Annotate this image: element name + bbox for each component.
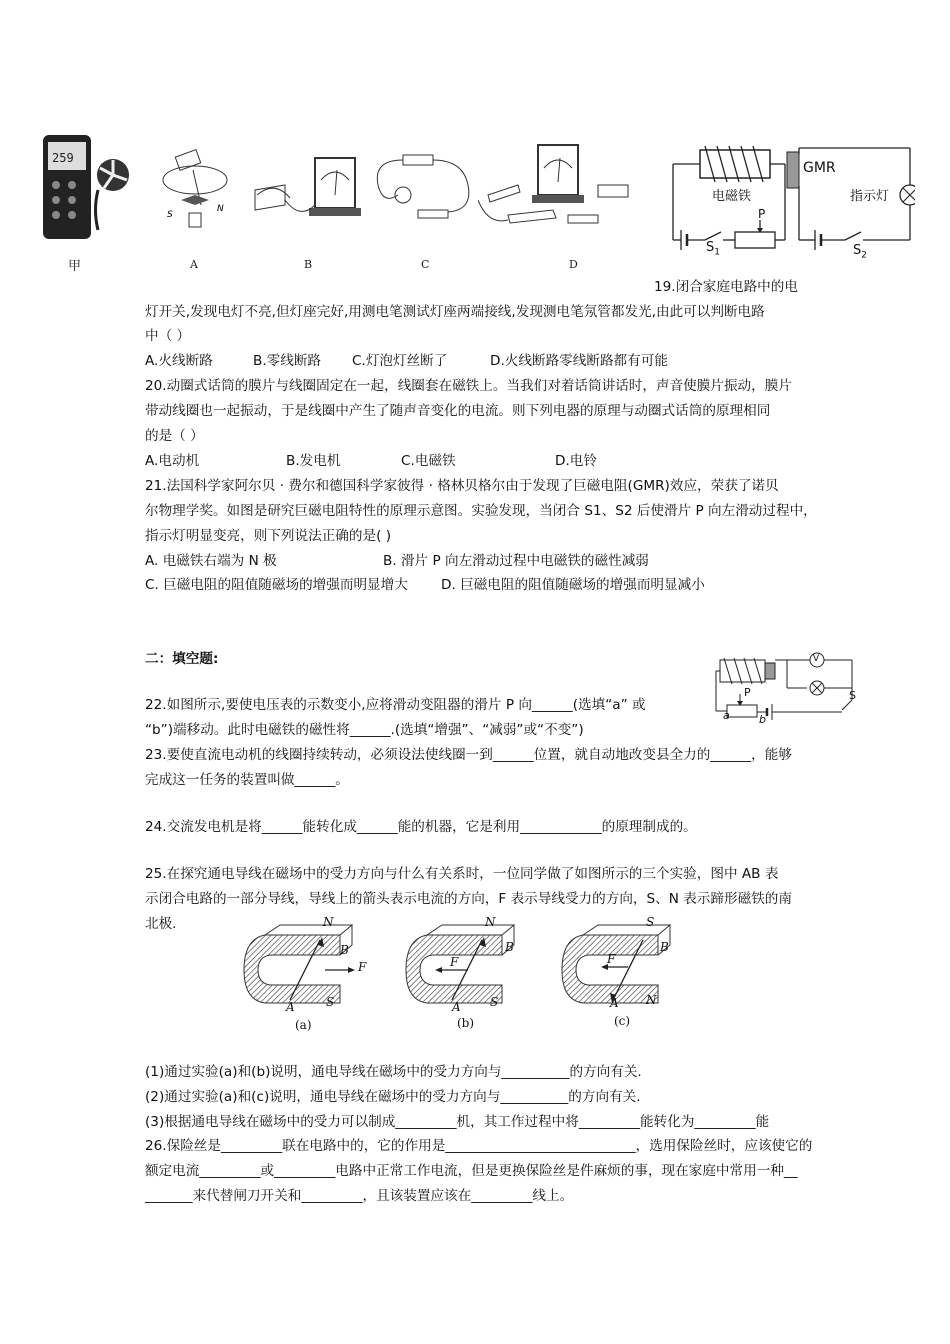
galvanometer-figure-b — [245, 150, 365, 230]
q25b-a-label: A — [452, 1000, 461, 1014]
q20-line-1: 20.动圈式话筒的膜片与线圈固定在一起，线圈套在磁铁上。当我们对着话筒讲话时，声音使膜片振动，膜片 — [145, 378, 792, 394]
q25a-f-label: F — [358, 960, 367, 974]
q20-option-d: D.电铃 — [555, 453, 597, 469]
q22-fig-b: b — [759, 713, 766, 726]
q22-circuit-figure — [712, 650, 862, 725]
q21-option-c: C. 巨磁电阻的阻值随磁场的增强而明显增大 — [145, 577, 408, 593]
svg-text:S: S — [167, 210, 173, 220]
q25-sub-2: (2)通过实验(a)和(c)说明，通电导线在磁场中的受力方向与__________的方向有关. — [145, 1089, 641, 1105]
gmr-electromagnet-label: 电磁铁 — [712, 189, 752, 204]
svg-text:259: 259 — [52, 151, 74, 165]
q20-option-c: C.电磁铁 — [401, 453, 456, 469]
q25a-a-label: A — [286, 1000, 295, 1014]
q19-option-b: B.零线断路 — [253, 353, 322, 369]
q19-option-c: C.灯泡灯丝断了 — [352, 353, 448, 369]
q25-magnet-figure-b — [402, 915, 532, 1020]
q20-line-3: 的是（ ） — [145, 428, 204, 444]
q19-option-d: D.火线断路零线断路都有可能 — [490, 353, 668, 369]
q20-option-b: B.发电机 — [286, 453, 341, 469]
q22-fig-p: P — [744, 686, 751, 699]
gmr-label: GMR — [803, 160, 836, 176]
q25b-b-label: B — [505, 940, 514, 954]
galvanometer-figure-d — [478, 140, 638, 235]
q25c-f-label: F — [607, 952, 616, 966]
q25a-caption: (a) — [295, 1018, 312, 1032]
q25-magnet-figure-a — [240, 915, 370, 1020]
q25b-caption: (b) — [457, 1016, 475, 1030]
q22-fig-s: S — [849, 689, 856, 702]
q23-line-2: 完成这一任务的装置叫做______。 — [145, 772, 349, 788]
q25b-bottom-pole: S — [490, 995, 499, 1009]
q26-line-1: 26.保险丝是_________联在电路中的，它的作用是____________________________，选用保险丝时，应该使它的 — [145, 1138, 813, 1154]
figure-label-d: D — [569, 258, 578, 271]
q26-line-2: 额定电流_________或_________电路中正常工作电流，但是更换保险丝是件麻烦的事，现在家庭中常用一种__ — [145, 1163, 798, 1179]
figure-label-jia: 甲 — [68, 259, 82, 274]
q25-line-3: 北极. — [145, 916, 177, 932]
q26-line-3: _______来代替闸刀开关和_________，且该装置应该在_________线上。 — [145, 1188, 574, 1204]
q25c-caption: (c) — [614, 1014, 631, 1028]
q25a-bottom-pole: S — [326, 995, 335, 1009]
q20-line-2: 带动线圈也一起振动，于是线圈中产生了随声音变化的电流。则下列电器的原理与动圈式话筒的原理相同 — [145, 403, 771, 419]
q25c-top-pole: S — [646, 915, 655, 929]
q25-sub-3: (3)根据通电导线在磁场中的受力可以制成_________机，其工作过程中将_________能转化为_________能 — [145, 1114, 770, 1130]
section-2-heading: 二：填空题: — [145, 651, 219, 667]
q23-line-1: 23.要使直流电动机的线圈持续转动，必须设法使线圈一到______位置，就自动地改变县全力的______，能够 — [145, 747, 792, 763]
gmr-s1-label: $S_1$ — [706, 240, 720, 258]
figure-label-b: B — [304, 258, 313, 271]
q25c-b-label: B — [660, 940, 669, 954]
q22-fig-a: a — [723, 709, 730, 722]
q25-line-1: 25.在探究通电导线在磁场中的受力方向与什么有关系时，一位同学做了如图所示的三个实验，图中 AB 表 — [145, 866, 779, 882]
gmr-s2-label: $S_2$ — [853, 243, 867, 261]
q21-line-2: 尔物理学奖。如图是研究巨磁电阻特性的原理示意图。实验发现，当闭合 S1、S2 后使滑片 P 向左滑动过程中， — [145, 503, 817, 519]
q25b-top-pole: N — [485, 915, 496, 929]
gmr-indicator-label: 指示灯 — [850, 189, 890, 204]
gmr-p-label: P — [758, 207, 766, 221]
q19-line-3: 中（ ） — [145, 328, 191, 344]
q25c-a-label: A — [610, 996, 619, 1010]
svg-text:N: N — [217, 204, 224, 214]
q25-sub-1: (1)通过实验(a)和(b)说明，通电导线在磁场中的受力方向与__________的方向有关. — [145, 1064, 642, 1080]
figure-label-c: C — [421, 258, 430, 271]
q25c-bottom-pole: N — [646, 993, 657, 1007]
q20-option-a: A.电动机 — [145, 453, 200, 469]
q25a-top-pole: N — [323, 915, 334, 929]
q25a-b-label: B — [340, 943, 349, 957]
question-24: 24.交流发电机是将______能转化成______能的机器，它是利用____________的原理制成的。 — [145, 819, 697, 835]
compass-figure — [155, 145, 235, 240]
q21-option-b: B. 滑片 P 向左滑动过程中电磁铁的磁性减弱 — [383, 553, 649, 569]
q19-option-a: A.火线断路 — [145, 353, 213, 369]
bulb-circuit-figure — [368, 150, 483, 230]
q21-line-1: 21.法国科学家阿尔贝 · 费尔和德国科学家彼得 · 格林贝格尔由于发现了巨磁电阻(GMR)效应，荣获了诺贝 — [145, 478, 779, 494]
q22-line-1: 22.如图所示,要使电压表的示数变小,应将滑动变阻器的滑片 P 向______(选填“a” 或 — [145, 697, 646, 713]
q21-option-a: A. 电磁铁右端为 N 极 — [145, 553, 277, 569]
figure-label-a: A — [190, 258, 198, 271]
q19-line-1: 19.闭合家庭电路中的电 — [654, 279, 798, 295]
q21-line-3: 指示灯明显变亮，则下列说法正确的是( ) — [145, 528, 392, 544]
anemometer-figure — [38, 130, 133, 245]
q25-line-2: 示闭合电路的一部分导线，导线上的箭头表示电流的方向，F 表示导线受力的方向，S、N 表示蹄形磁铁的南 — [145, 891, 792, 907]
q22-line-2: “b”)端移动。此时电磁铁的磁性将______.(选填“增强”、“减弱”或“不变”) — [145, 722, 584, 738]
q19-line-2: 灯开关,发现电灯不亮,但灯座完好,用测电笔测试灯座两端接线,发现测电笔氖管都发光,由此可以判断电路 — [145, 304, 765, 320]
q25b-f-label: F — [450, 955, 459, 969]
q22-fig-v: V — [813, 654, 820, 664]
q25-magnet-figure-c — [558, 915, 688, 1020]
q21-option-d: D. 巨磁电阻的阻值随磁场的增强而明显减小 — [441, 577, 705, 593]
